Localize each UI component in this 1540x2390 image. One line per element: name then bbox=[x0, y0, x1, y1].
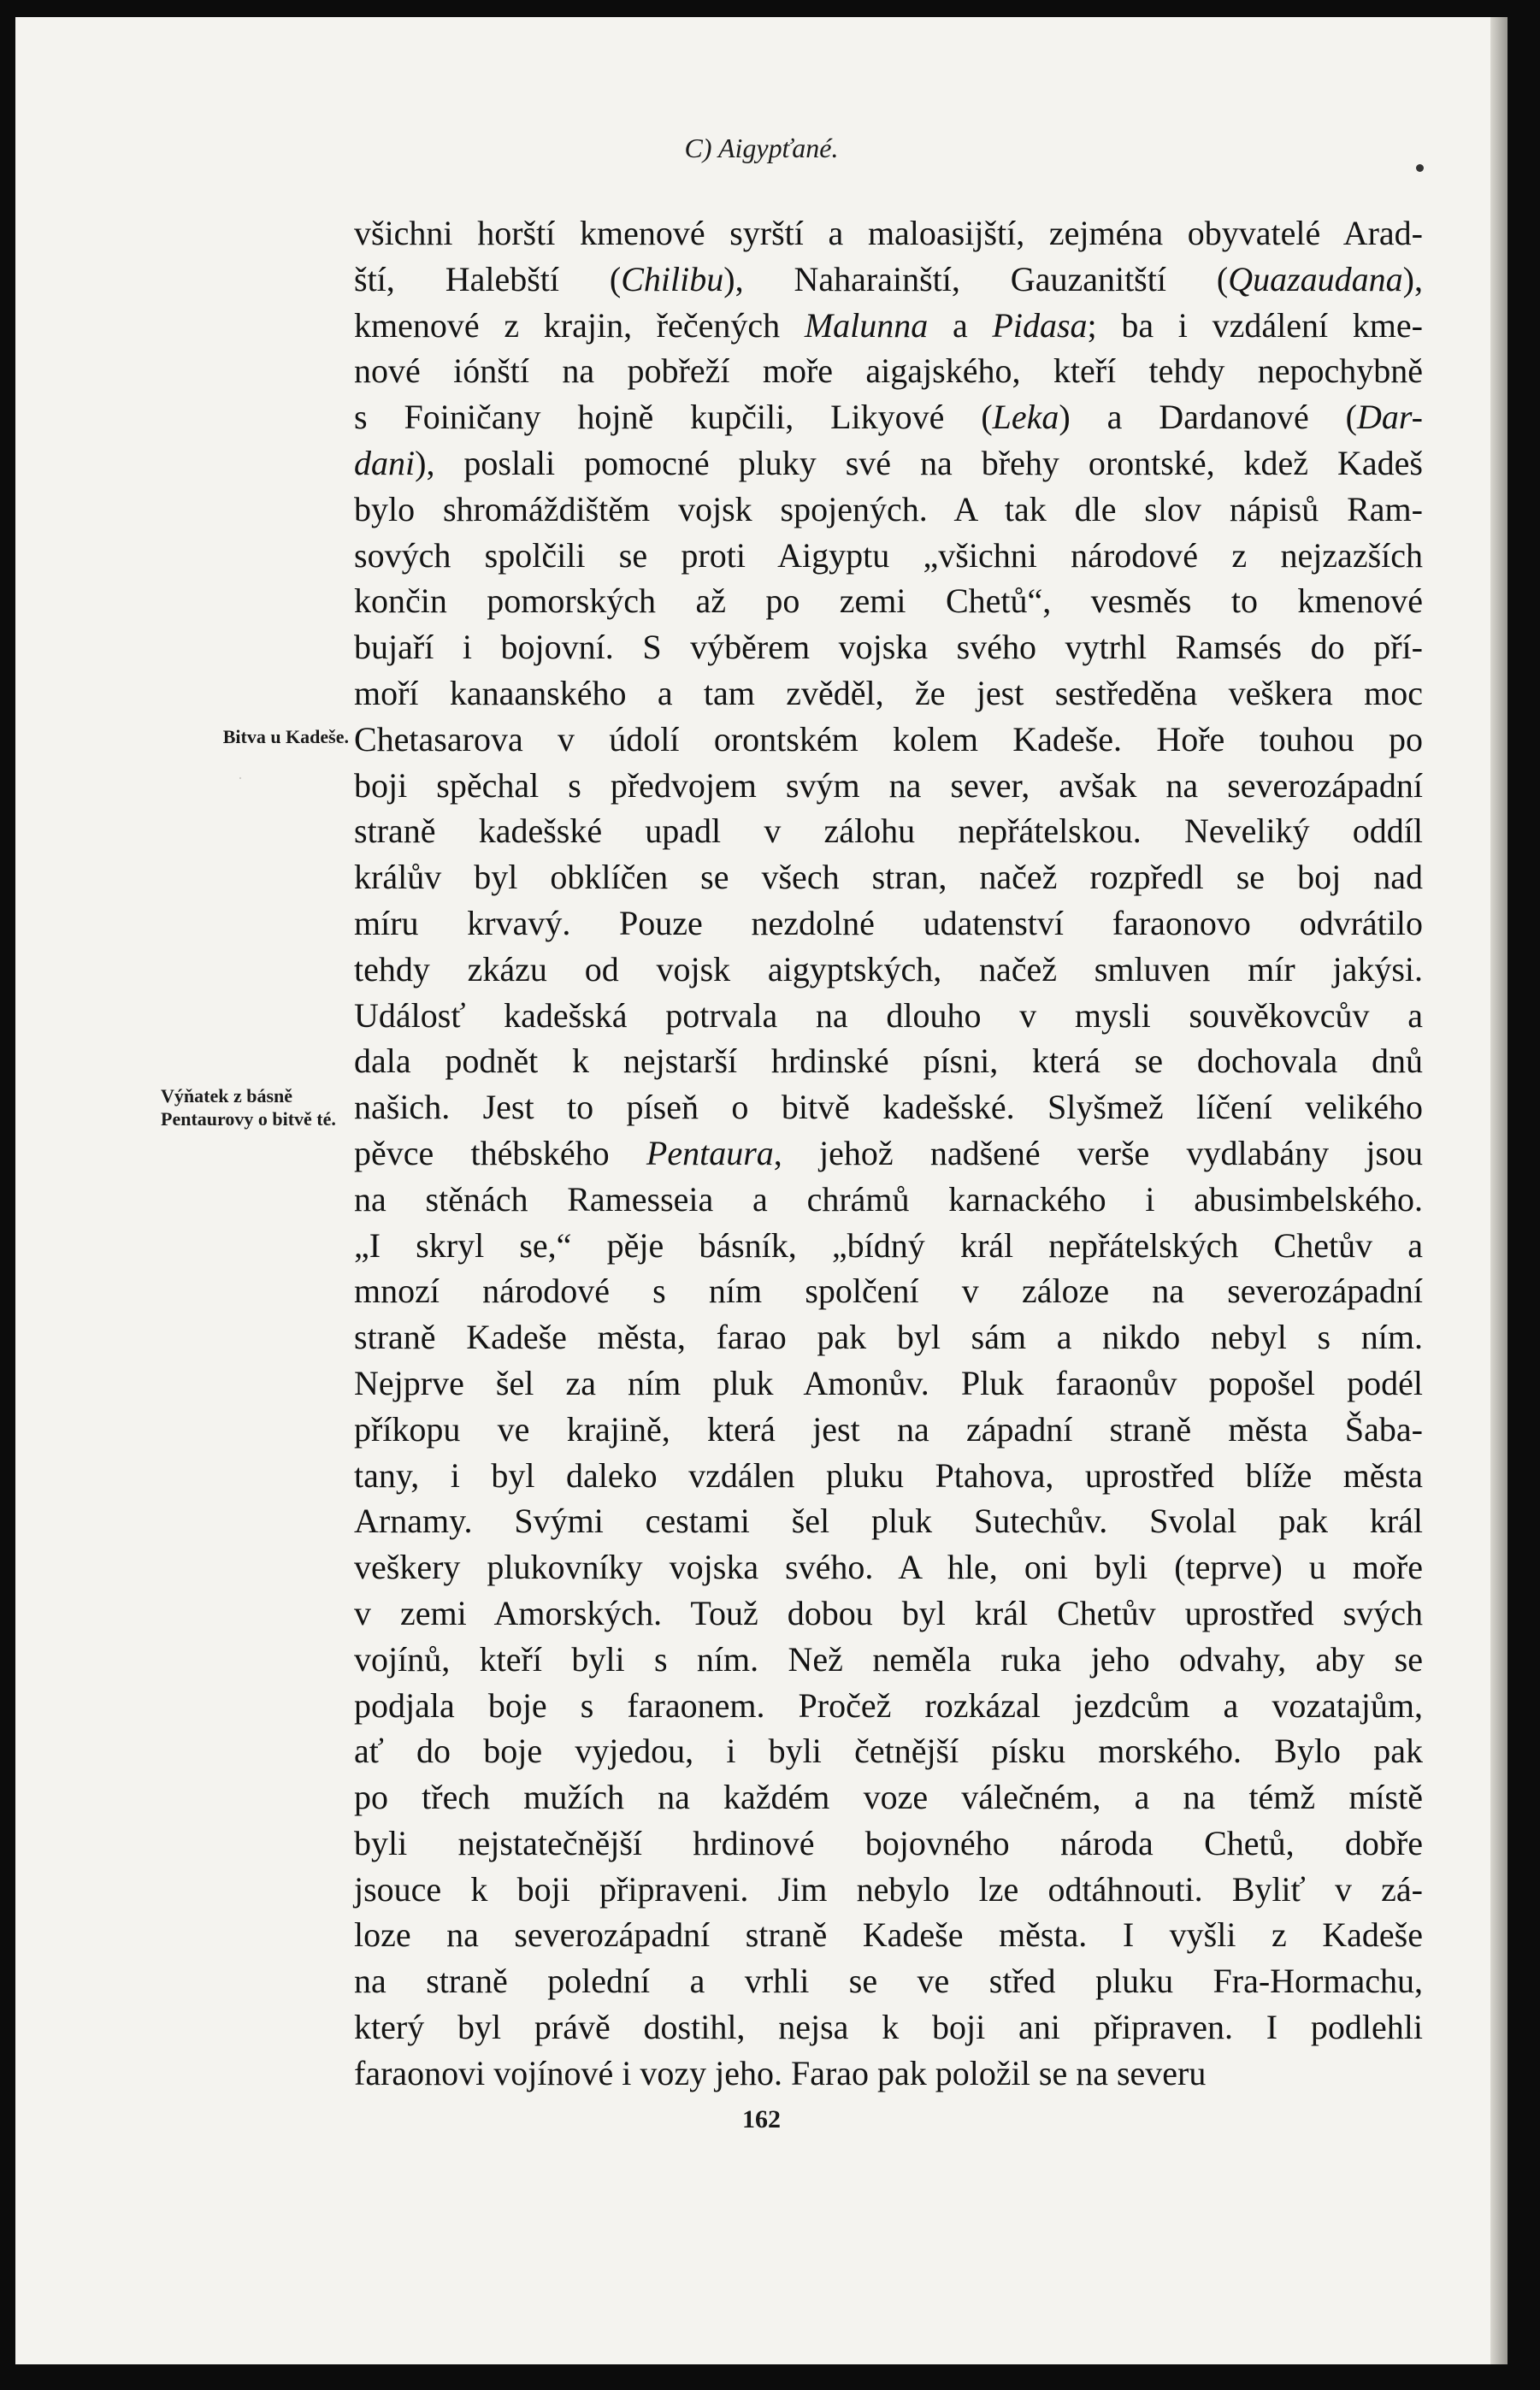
text-line: tany, i byl daleko vzdálen pluku Ptahova, uprostřed blíže města bbox=[354, 1455, 1423, 1495]
show-through-mark: · bbox=[238, 770, 243, 787]
text-line: králův byl obklíčen se všech stran, načež rozpředl se boj nad bbox=[354, 858, 1423, 897]
running-head: C) Aigypťané. bbox=[684, 133, 839, 163]
text-line: podjala boje s faraonem. Pročež rozkázal jezdcům a vozatajům, bbox=[354, 1685, 1423, 1725]
text-line: jsouce k boji připraveni. Jim nebylo lze odtáhnouti. Byliť v zá- bbox=[354, 1869, 1423, 1909]
text-line: Událosť kadešská potrvala na dlouho v mysli souvěkovcův a bbox=[354, 995, 1423, 1035]
text-line: Arnamy. Svými cestami šel pluk Sutechův. Svolal pak král bbox=[354, 1502, 1423, 1541]
print-speck bbox=[1416, 164, 1424, 172]
text-line: na straně polední a vrhli se ve střed pluku Fra-Hormachu, bbox=[354, 1962, 1423, 2001]
text-line: Chetasarova v údolí orontském kolem Kadeše. Hoře touhou po bbox=[354, 719, 1423, 758]
text-line: veškery plukovníky vojska svého. A hle, oni byli (teprve) u moře bbox=[354, 1548, 1423, 1587]
text-line: kmenové z krajin, řečených Malunna a Pidasa; ba i vzdálení kme- bbox=[354, 305, 1423, 345]
text-line: který byl právě dostihl, nejsa k boji ani připraven. I podlehli bbox=[354, 2008, 1423, 2047]
page-number: 162 bbox=[742, 2105, 781, 2133]
page-spine-edge bbox=[1490, 17, 1508, 2364]
text-line: všichni horští kmenové syrští a maloasijští, zejména obyvatelé Arad- bbox=[354, 214, 1423, 252]
text-line: v zemi Amorských. Touž dobou byl král Chetův uprostřed svých bbox=[354, 1593, 1423, 1632]
text-line: ští, Halebští (Chilibu), Naharainští, Gauzanitští (Quazaudana), bbox=[354, 259, 1423, 298]
text-line: „I skryl se,“ pěje básník, „bídný král nepřátelských Chetův a bbox=[354, 1225, 1423, 1265]
text-line: mnozí národové s ním spolčení v záloze na severozápadní bbox=[354, 1272, 1423, 1311]
body-text bbox=[354, 210, 1423, 2097]
text-line: našich. Jest to píseň o bitvě kadešské. Slyšmež líčení velikého bbox=[354, 1088, 1423, 1127]
text-line: pěvce thébského Pentaura, jehož nadšené verše vydlabány jsou bbox=[354, 1133, 1423, 1172]
text-line: dala podnět k nejstarší hrdinské písni, která se dochovala dnů bbox=[354, 1042, 1423, 1081]
text-line: faraonovi vojínové i vozy jeho. Farao pak položil se na severu bbox=[354, 2053, 1207, 2092]
text-line: boji spěchal s předvojem svým na sever, avšak na severozápadní bbox=[354, 765, 1423, 805]
text-line: byli nejstatečnější hrdinové bojovného národa Chetů, dobře bbox=[354, 1823, 1423, 1862]
text-line: po třech mužích na každém voze válečném, a na témž místě bbox=[354, 1778, 1423, 1817]
margin-note-battle: Bitva u Kadeše. bbox=[222, 726, 349, 747]
text-line: s Foiničany hojně kupčili, Likyové (Leka) a Dardanové (Dar- bbox=[354, 398, 1423, 437]
text-line: straně kadešské upadl v zálohu nepřátelskou. Neveliký oddíl bbox=[354, 811, 1423, 851]
text-line: tehdy zkázu od vojsk aigyptských, načež smluven mír jakýsi. bbox=[354, 949, 1423, 988]
text-line: míru krvavý. Pouze nezdolné udatenství faraonovo odvrátilo bbox=[354, 903, 1423, 942]
text-line: bylo shromáždištěm vojsk spojených. A tak dle slov nápisů Ram- bbox=[354, 489, 1423, 528]
text-line: bujaří i bojovní. S výběrem vojska svého vytrhl Ramsés do pří- bbox=[354, 628, 1423, 667]
text-line: straně Kadeše města, farao pak byl sám a nikdo nebyl s ním. bbox=[354, 1318, 1423, 1357]
text-line: končin pomorských až po zemi Chetů“, vesměs to kmenové bbox=[354, 581, 1423, 621]
text-line: na stěnách Ramesseia a chrámů karnackého i abusimbelského. bbox=[354, 1179, 1423, 1219]
text-line: vojínů, kteří byli s ním. Než neměla ruka jeho odvahy, aby se bbox=[354, 1639, 1423, 1679]
margin-note-excerpt: Výňatek z básně Pentaurovy o bitvě té. bbox=[161, 1085, 336, 1130]
text-line: ať do boje vyjedou, i byli četnější písku morského. Bylo pak bbox=[354, 1732, 1423, 1771]
text-line: sových spolčili se proti Aigyptu „všichni národové z nejzazších bbox=[354, 535, 1423, 575]
book-page bbox=[15, 17, 1508, 2364]
text-line: loze na severozápadní straně Kadeše města. I vyšli z Kadeše bbox=[354, 1915, 1423, 1955]
text-line: moří kanaanského a tam zvěděl, že jest sestředěna veškera moc bbox=[354, 673, 1423, 712]
text-line: dani), poslali pomocné pluky své na břehy orontské, kdež Kadeš bbox=[354, 443, 1423, 482]
text-line: Nejprve šel za ním pluk Amonův. Pluk faraonův popošel podél bbox=[354, 1363, 1423, 1402]
text-line: příkopu ve krajině, která jest na západní straně města Šaba- bbox=[354, 1409, 1423, 1449]
text-line: nové iónští na pobřeží moře aigajského, kteří tehdy nepochybně bbox=[354, 351, 1423, 391]
